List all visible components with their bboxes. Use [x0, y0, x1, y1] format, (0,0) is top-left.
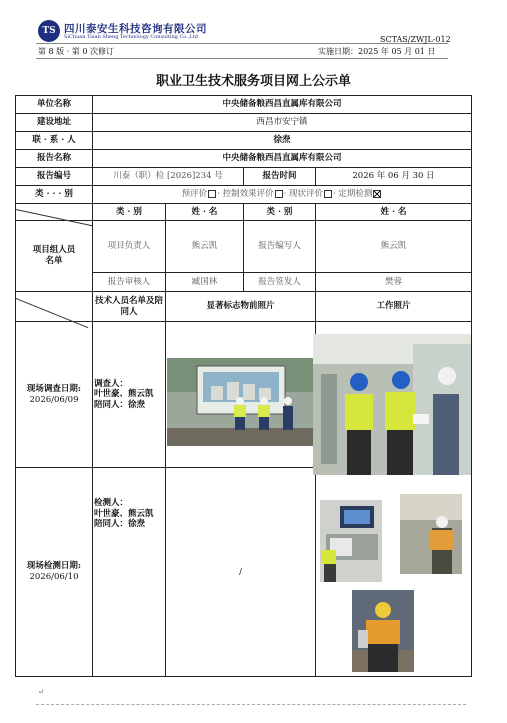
survey-people-cell — [93, 322, 166, 468]
survey-people-value: 叶世豪、熊云凯 — [94, 389, 154, 400]
company-name: 四川泰安生科技咨询有限公司 — [64, 23, 207, 35]
test-people-value: 叶世豪、熊云凯 — [94, 508, 154, 519]
role-cell: 报告编写人 — [244, 221, 316, 273]
type-option-pre: 预评价 — [182, 189, 218, 199]
type-option-periodic: 定期检测 — [338, 189, 382, 199]
report-time-label: 报告时间 — [244, 168, 316, 186]
landmark-photo — [167, 358, 313, 446]
doc-number: SCTAS/ZWJL-012 — [380, 35, 451, 44]
person-cell: 熊云凯 — [166, 221, 244, 273]
photo-corner-cell — [16, 292, 93, 322]
col-landmark-photo: 显著标志物前照片 — [166, 292, 316, 322]
report-no-label: 报告编号 — [16, 168, 93, 186]
role-cell: 项目负责人 — [93, 221, 166, 273]
col-name-1: 姓 · 名 — [166, 204, 244, 221]
col-type-1: 类 · 别 — [93, 204, 166, 221]
test-accomp-value: 徐焘 — [128, 519, 146, 530]
survey-date-value: 2026/06/09 — [29, 394, 79, 405]
test-people-cell — [93, 468, 166, 677]
role-cell: 报告审核人 — [93, 273, 166, 292]
revision-text: 第 8 版 · 第 0 次修订 — [38, 47, 114, 56]
paragraph-mark: ↵ — [38, 688, 44, 696]
work-photo-survey — [313, 334, 471, 475]
test-date-label: 现场检测日期: — [26, 561, 82, 572]
page-footer-rule — [36, 704, 466, 705]
address-value: 西昌市安宁镇 — [93, 114, 472, 132]
test-accomp-label: 陪同人： — [94, 519, 129, 530]
test-date-value: 2026/06/10 — [29, 572, 79, 582]
survey-accomp-label: 陪同人： — [94, 399, 129, 410]
effective-date: 实施日期：2025 年 05 月 01 日 — [318, 47, 436, 56]
test-date-cell — [16, 468, 93, 677]
col-work-photo: 工作照片 — [316, 292, 472, 322]
contact-value: 徐焘 — [93, 132, 472, 150]
report-name-label: 报告名称 — [16, 150, 93, 168]
test-landmark-cell: / — [166, 468, 316, 677]
checkbox-unchecked-icon[interactable] — [208, 190, 216, 198]
survey-people-label: 调查人： — [94, 378, 129, 389]
work-photo-test-2 — [400, 494, 462, 574]
person-cell: 熊云凯 — [316, 221, 472, 273]
type-option-status: 现状评价 — [289, 189, 333, 199]
col-tech-staff: 技术人员名单及陪同人 — [93, 292, 166, 322]
unit-name-label: 单位名称 — [16, 96, 93, 114]
role-cell: 报告签发人 — [244, 273, 316, 292]
survey-date-label: 现场调查日期: — [26, 383, 82, 394]
type-label: 类 · · · 别 — [16, 186, 93, 204]
contact-label: 联 · 系 · 人 — [16, 132, 93, 150]
checkbox-unchecked-icon[interactable] — [275, 190, 283, 198]
address-label: 建设地址 — [16, 114, 93, 132]
survey-date-cell — [16, 322, 93, 468]
project-group-label: 项目组人员名单 — [16, 221, 93, 292]
type-option-control: 控制效果评价 — [223, 189, 284, 199]
unit-name-value: 中央储备粮西昌直属库有限公司 — [93, 96, 472, 114]
col-type-2: 类 · 别 — [244, 204, 316, 221]
report-no-value: 川泰（职）检 [2026]234 号 — [93, 168, 244, 186]
work-photo-test-3 — [352, 590, 414, 672]
report-name-value: 中央储备粮西昌直属库有限公司 — [93, 150, 472, 168]
person-cell: 臧国林 — [166, 273, 244, 292]
col-name-2: 姓 · 名 — [316, 204, 472, 221]
header-rule-2 — [36, 58, 448, 59]
work-photo-test-1 — [320, 500, 382, 582]
report-time-value: 2026 年 06 月 30 日 — [316, 168, 472, 186]
company-logo: TS — [38, 20, 60, 42]
survey-accomp-value: 徐焘 — [128, 399, 146, 410]
test-people-label: 检测人： — [94, 498, 129, 508]
company-name-en: SiChuan Taian Sheng Technology Consulting Co.,Ltd — [64, 34, 198, 40]
person-cell: 樊蓉 — [316, 273, 472, 292]
checkbox-checked-icon[interactable] — [373, 190, 381, 198]
checkbox-unchecked-icon[interactable] — [324, 190, 332, 198]
type-options: 预评价 · 控制效果评价 · 现状评价 · 定期检测 — [93, 186, 472, 204]
page-title: 职业卫生技术服务项目网上公示单 — [155, 74, 351, 89]
